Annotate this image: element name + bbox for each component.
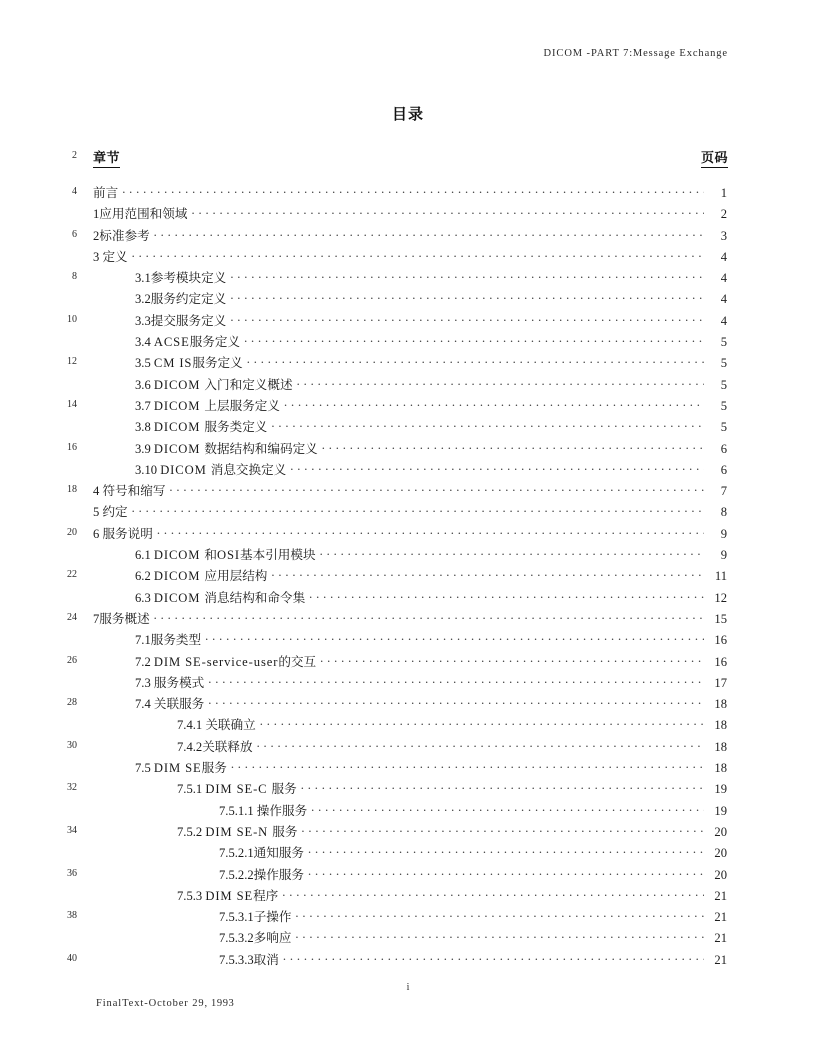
toc-row	[0, 352, 816, 373]
toc-entry-page: 21	[714, 952, 727, 967]
dot-leader	[295, 930, 704, 942]
toc-row	[0, 778, 816, 799]
toc-entry-label: 3.1参考模块定义	[135, 271, 227, 286]
toc-entry-page: 5	[720, 377, 727, 392]
dot-leader	[295, 909, 704, 921]
toc-entry-page: 21	[714, 910, 727, 925]
line-number: 20	[67, 526, 77, 538]
dot-leader	[320, 654, 704, 666]
line-number: 10	[67, 313, 77, 325]
toc-entry[interactable]	[219, 906, 727, 925]
toc-entry-page: 18	[714, 697, 727, 712]
toc-row	[0, 949, 816, 970]
toc-entry-page: 5	[720, 420, 727, 435]
toc-entry[interactable]	[177, 885, 727, 904]
toc-entry-page: 9	[720, 548, 727, 563]
toc-entry[interactable]	[93, 246, 727, 265]
toc-entry-label: 3 定义	[93, 249, 128, 264]
toc-entry-label: 6 服务说明	[93, 526, 153, 541]
toc-row	[0, 842, 816, 863]
dot-leader	[230, 313, 704, 325]
toc-row	[0, 651, 816, 672]
toc-entry-page: 21	[714, 888, 727, 903]
toc-entry-page: 3	[720, 228, 727, 243]
toc-entry-page: 21	[714, 931, 727, 946]
toc-entry-label: 7.5.2.2操作服务	[219, 867, 305, 882]
dot-leader	[257, 739, 704, 751]
toc-row	[0, 587, 816, 608]
dot-leader	[231, 760, 704, 772]
toc-row	[0, 714, 816, 735]
dot-leader	[132, 504, 704, 516]
toc-entry-label: 7.5 DIM SE服务	[135, 761, 227, 776]
toc-entry[interactable]	[135, 629, 727, 648]
dot-leader	[308, 867, 704, 879]
toc-entry-label: 7.5.3.3取消	[219, 952, 279, 967]
toc-row	[0, 544, 816, 565]
toc-entry[interactable]	[177, 821, 727, 840]
toc-row	[0, 459, 816, 480]
toc-entry[interactable]	[135, 416, 727, 435]
toc-entry-label: 7服务概述	[93, 611, 150, 626]
toc-entry-label: 1应用范围和领域	[93, 207, 188, 222]
toc-entry[interactable]	[135, 331, 727, 350]
toc-entry-page: 20	[714, 824, 727, 839]
toc-entry[interactable]	[177, 714, 727, 733]
toc-entry-label: 7.5.3.1子操作	[219, 910, 292, 925]
line-number: 28	[67, 697, 77, 709]
toc-entry-label: 6.3 DICOM 消息结构和命令集	[135, 590, 306, 605]
dot-leader	[208, 696, 704, 708]
footer-note: FinalText-October 29, 1993	[96, 998, 235, 1009]
toc-entry[interactable]	[135, 757, 727, 776]
toc-entry[interactable]	[135, 310, 727, 329]
toc-row	[0, 395, 816, 416]
toc-entry-label: 3.4 ACSE服务定义	[135, 335, 241, 350]
toc-entry-label: 7.5.3 DIM SE程序	[177, 888, 279, 903]
toc-entry-page: 7	[720, 484, 727, 499]
toc-entry[interactable]	[93, 203, 727, 222]
toc-entry-label: 3.6 DICOM 入门和定义概述	[135, 377, 293, 392]
dot-leader	[297, 377, 704, 389]
toc-entry-page: 20	[714, 846, 727, 861]
toc-entry-label: 4 符号和缩写	[93, 484, 166, 499]
dot-leader	[191, 206, 704, 218]
toc-entry-page: 16	[714, 633, 727, 648]
toc-entry-label: 7.4.1 关联确立	[177, 718, 256, 733]
dot-leader	[283, 952, 704, 964]
toc-entry-label: 前言	[93, 186, 119, 200]
toc-row	[0, 672, 816, 693]
dot-leader	[247, 355, 704, 367]
toc-entry[interactable]	[135, 672, 727, 691]
toc-row	[0, 267, 816, 288]
toc-entry-page: 15	[714, 611, 727, 626]
toc-entry[interactable]	[93, 523, 727, 542]
line-number: 24	[67, 611, 77, 623]
toc-row	[0, 416, 816, 437]
dot-leader	[320, 547, 704, 559]
toc-entry[interactable]	[135, 374, 727, 393]
toc-entry[interactable]	[93, 608, 727, 627]
toc-row	[0, 203, 816, 224]
toc-entry-page: 11	[714, 569, 727, 584]
toc-entry-label: 3.5 CM IS服务定义	[135, 356, 243, 371]
toc-entry[interactable]	[177, 778, 727, 797]
toc-entry-label: 7.5.3.2多响应	[219, 931, 292, 946]
toc-entry-page: 5	[720, 398, 727, 413]
toc-row	[0, 438, 816, 459]
toc-entry[interactable]	[135, 352, 727, 371]
toc-entry-label: 7.5.2.1通知服务	[219, 846, 305, 861]
toc-entry-label: 7.5.1.1 操作服务	[219, 803, 308, 818]
dot-leader	[271, 419, 704, 431]
line-number: 22	[67, 569, 77, 581]
toc-entry-label: 2标准参考	[93, 228, 150, 243]
toc-row	[0, 246, 816, 267]
dot-leader	[271, 568, 704, 580]
dot-leader	[154, 611, 704, 623]
toc-row	[0, 331, 816, 352]
toc-entry-label: 3.8 DICOM 服务类定义	[135, 420, 268, 435]
toc-entry-label: 7.2 DIM SE-service-user的交互	[135, 654, 317, 669]
toc-entry-label: 7.3 服务模式	[135, 675, 205, 690]
toc-entry-label: 3.7 DICOM 上层服务定义	[135, 398, 280, 413]
toc-entry[interactable]	[93, 480, 727, 499]
toc-entry[interactable]	[219, 842, 727, 861]
line-number: 30	[67, 739, 77, 751]
toc-row	[0, 864, 816, 885]
toc-entry[interactable]	[135, 651, 727, 670]
dot-leader	[301, 824, 704, 836]
toc-row	[0, 480, 816, 501]
toc-entry[interactable]	[135, 395, 727, 414]
toc-entry-page: 6	[720, 462, 727, 477]
toc-entry-page: 4	[720, 271, 727, 286]
toc-entry-label: 3.9 DICOM 数据结构和编码定义	[135, 441, 318, 456]
toc-row	[0, 182, 816, 203]
toc-entry-page: 9	[720, 526, 727, 541]
toc-entry[interactable]	[135, 544, 727, 563]
toc-entry-label: 7.4 关联服务	[135, 697, 205, 712]
toc-entry[interactable]	[93, 501, 727, 520]
toc-entry[interactable]	[135, 267, 727, 286]
toc-row	[0, 800, 816, 821]
toc-entry-page: 5	[720, 335, 727, 350]
page-column-heading: 页码	[701, 147, 728, 168]
toc-column-header	[0, 147, 816, 167]
toc-entry[interactable]	[219, 800, 727, 819]
dot-leader	[208, 675, 704, 687]
toc-row	[0, 736, 816, 757]
toc-row	[0, 757, 816, 778]
toc-entry-label: 6.2 DICOM 应用层结构	[135, 569, 268, 584]
toc-row	[0, 608, 816, 629]
dot-leader	[308, 845, 704, 857]
toc-entry-page: 19	[714, 803, 727, 818]
toc-row	[0, 374, 816, 395]
dot-leader	[260, 717, 704, 729]
dot-leader	[230, 291, 704, 303]
toc-entry[interactable]	[135, 288, 727, 307]
line-number: 40	[67, 952, 77, 964]
toc-entry[interactable]	[93, 182, 727, 201]
line-number: 6	[72, 228, 77, 240]
dot-leader	[244, 334, 704, 346]
toc-entry-page: 17	[714, 675, 727, 690]
dot-leader	[205, 632, 704, 644]
toc-row	[0, 501, 816, 522]
dot-leader	[132, 249, 704, 261]
toc-entry-label: 3.3提交服务定义	[135, 313, 227, 328]
toc-entry-page: 4	[720, 292, 727, 307]
toc-row	[0, 906, 816, 927]
toc-entry[interactable]	[219, 949, 727, 968]
toc-entry-label: 7.4.2关联释放	[177, 739, 253, 754]
toc-entry[interactable]	[219, 927, 727, 946]
toc-entry-page: 19	[714, 782, 727, 797]
toc-entry[interactable]	[177, 736, 727, 755]
toc-row	[0, 225, 816, 246]
line-number: 4	[72, 186, 77, 197]
dot-leader	[230, 270, 704, 282]
toc-entry-page: 1	[720, 186, 727, 200]
line-number: 18	[67, 484, 77, 496]
toc-entry-label: 3.10 DICOM 消息交换定义	[135, 462, 287, 477]
toc-entry-page: 2	[720, 207, 727, 222]
dot-leader	[311, 803, 704, 815]
toc-entry[interactable]	[135, 459, 727, 478]
toc-row	[0, 288, 816, 309]
toc-entry-page: 4	[720, 313, 727, 328]
toc-row	[0, 310, 816, 331]
line-number: 38	[67, 910, 77, 922]
toc-entry-page: 18	[714, 718, 727, 733]
toc-entry-page: 12	[714, 590, 727, 605]
line-number: 32	[67, 782, 77, 794]
page-title: 目录	[391, 107, 424, 123]
toc-entry[interactable]	[135, 693, 727, 712]
toc-entry-page: 20	[714, 867, 727, 882]
folio-page-number: i	[406, 982, 410, 993]
toc-row	[0, 693, 816, 714]
toc-row	[0, 523, 816, 544]
dot-leader	[157, 526, 704, 538]
line-number: 14	[67, 398, 77, 410]
toc-entry-label: 6.1 DICOM 和OSI基本引用模块	[135, 548, 316, 563]
toc-entry[interactable]	[135, 438, 727, 457]
dot-leader	[309, 590, 704, 602]
dot-leader	[282, 888, 704, 900]
line-number: 16	[67, 441, 77, 453]
dot-leader	[284, 398, 704, 410]
dot-leader	[290, 462, 704, 474]
dot-leader	[169, 483, 704, 495]
toc-entry[interactable]	[219, 864, 727, 883]
toc-row	[0, 629, 816, 650]
toc-row	[0, 565, 816, 586]
line-number-marker: 2	[72, 150, 77, 161]
toc-row	[0, 885, 816, 906]
toc-entry-label: 7.5.1 DIM SE-C 服务	[177, 782, 297, 797]
table-of-contents	[0, 182, 816, 970]
line-number: 12	[67, 356, 77, 368]
toc-entry-page: 6	[720, 441, 727, 456]
toc-row	[0, 927, 816, 948]
toc-entry[interactable]	[93, 225, 727, 244]
dot-leader	[301, 781, 704, 793]
toc-entry[interactable]	[135, 565, 727, 584]
line-number: 26	[67, 654, 77, 666]
toc-entry-page: 5	[720, 356, 727, 371]
toc-entry-label: 3.2服务约定定义	[135, 292, 227, 307]
line-number: 8	[72, 271, 77, 283]
dot-leader	[154, 228, 704, 240]
toc-entry-page: 16	[714, 654, 727, 669]
dot-leader	[122, 185, 704, 197]
toc-entry-page: 18	[714, 761, 727, 776]
toc-entry-label: 5 约定	[93, 505, 128, 520]
toc-entry-page: 4	[720, 249, 727, 264]
toc-entry-label: 7.1服务类型	[135, 633, 202, 648]
running-header: DICOM -PART 7:Message Exchange	[543, 48, 728, 59]
line-number: 36	[67, 867, 77, 879]
toc-entry[interactable]	[135, 587, 727, 606]
toc-entry-label: 7.5.2 DIM SE-N 服务	[177, 824, 298, 839]
section-column-heading: 章节	[93, 147, 120, 168]
dot-leader	[322, 441, 704, 453]
toc-row	[0, 821, 816, 842]
toc-entry-page: 18	[714, 739, 727, 754]
toc-entry-page: 8	[720, 505, 727, 520]
line-number: 34	[67, 824, 77, 836]
